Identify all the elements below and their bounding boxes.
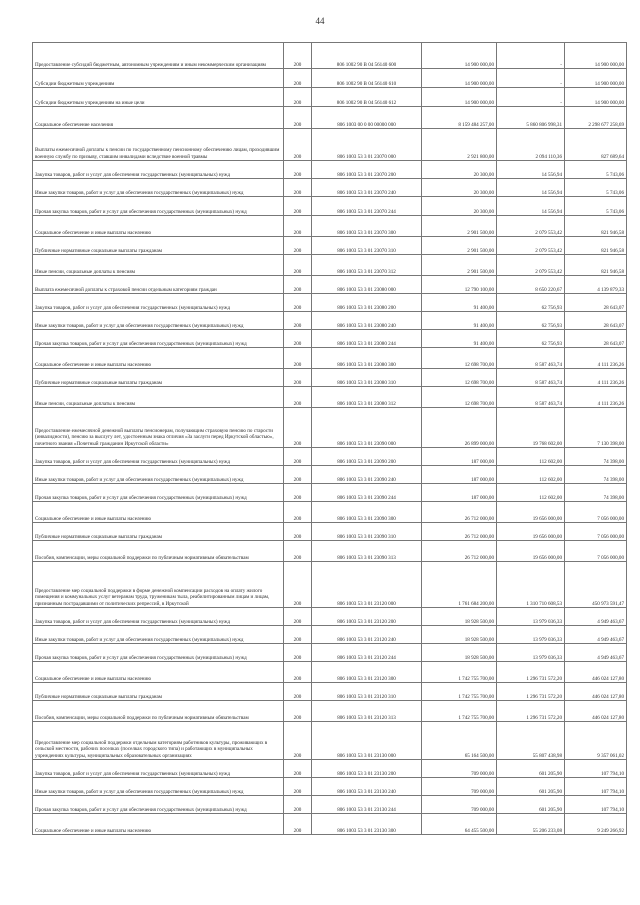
row-name: Закупка товаров, работ и услуг для обеспечения государственных (муниципальных) нужд bbox=[33, 760, 284, 778]
row-remaining: 74 398,00 bbox=[565, 484, 627, 502]
row-remaining: 446 024 127,80 bbox=[565, 701, 627, 722]
row-line-code: 200 bbox=[284, 294, 312, 312]
row-approved: 20 300,00 bbox=[422, 179, 497, 197]
row-remaining: 28 643,07 bbox=[565, 312, 627, 330]
table-row bbox=[33, 88, 627, 107]
row-line-code: 200 bbox=[284, 179, 312, 197]
row-line-code: 200 bbox=[284, 408, 312, 448]
row-budget-code: 806 1003 53 3 01 23130 244 bbox=[312, 796, 422, 814]
row-remaining: 4 111 236,26 bbox=[565, 369, 627, 387]
row-executed: 601 205,90 bbox=[497, 796, 565, 814]
row-approved: 26 712 000,00 bbox=[422, 523, 497, 541]
row-budget-code: 806 1003 53 3 01 23120 000 bbox=[312, 562, 422, 608]
row-executed: 1 296 731 572,20 bbox=[497, 662, 565, 683]
row-name: Прочая закупка товаров, работ и услуг для обеспечения государственных (муниципальных) нужд bbox=[33, 796, 284, 814]
row-remaining: 9 357 061,02 bbox=[565, 722, 627, 760]
table-row bbox=[33, 814, 627, 835]
row-budget-code: 806 1003 00 0 00 00000 000 bbox=[312, 107, 422, 129]
row-line-code: 200 bbox=[284, 760, 312, 778]
row-name: Закупка товаров, работ и услуг для обеспечения государственных (муниципальных) нужд bbox=[33, 608, 284, 626]
table-row bbox=[33, 312, 627, 330]
row-approved: 187 000,00 bbox=[422, 448, 497, 466]
table-row bbox=[33, 107, 627, 129]
row-remaining: 7 056 000,00 bbox=[565, 541, 627, 562]
row-approved: 65 164 500,00 bbox=[422, 722, 497, 760]
row-remaining: 4 949 463,67 bbox=[565, 608, 627, 626]
row-remaining: 446 024 127,80 bbox=[565, 683, 627, 701]
row-line-code: 200 bbox=[284, 722, 312, 760]
row-executed: 62 756,93 bbox=[497, 312, 565, 330]
row-executed: 601 205,90 bbox=[497, 778, 565, 796]
row-budget-code: 806 1003 53 3 01 23120 310 bbox=[312, 683, 422, 701]
row-name: Публичные нормативные социальные выплаты гражданам bbox=[33, 683, 284, 701]
row-executed: 112 602,00 bbox=[497, 448, 565, 466]
row-line-code: 200 bbox=[284, 778, 312, 796]
row-name: Выплата ежемесячной доплаты к страховой пенсии отдельным категориям граждан bbox=[33, 276, 284, 294]
row-line-code: 200 bbox=[284, 88, 312, 107]
table-row bbox=[33, 608, 627, 626]
row-name: Закупка товаров, работ и услуг для обеспечения государственных (муниципальных) нужд bbox=[33, 161, 284, 179]
table-row bbox=[33, 369, 627, 387]
row-name: Предоставление мер социальной поддержки отдельным категориям работников культуры, проживающих в сельской местности, рабочих поселках (поселках городского типа) и работающих в муниципальных учреждениях культуры, муниципальных образовательных организациях bbox=[33, 722, 284, 760]
row-name: Предоставление ежемесячной денежной выплаты пенсионерам, получающим страховую пенсию по старости (инвалидности), пенсию за выслугу лет, удостоенным знака отличия «За заслуги перед Иркутской областью», почетного звания «Почетный гражданин Иркутской области» bbox=[33, 408, 284, 448]
row-line-code: 200 bbox=[284, 523, 312, 541]
row-name: Иные пенсии, социальные доплаты к пенсиям bbox=[33, 387, 284, 408]
row-remaining: 5 743,06 bbox=[565, 197, 627, 216]
table-row bbox=[33, 294, 627, 312]
row-approved: 1 761 684 200,00 bbox=[422, 562, 497, 608]
row-budget-code: 806 1003 53 3 01 23130 300 bbox=[312, 814, 422, 835]
row-approved: 12 698 700,00 bbox=[422, 348, 497, 369]
row-line-code: 200 bbox=[284, 701, 312, 722]
row-executed: - bbox=[497, 69, 565, 88]
table-row bbox=[33, 701, 627, 722]
table-row bbox=[33, 43, 627, 69]
row-remaining: 28 643,07 bbox=[565, 330, 627, 348]
row-approved: 12 698 700,00 bbox=[422, 369, 497, 387]
row-line-code: 200 bbox=[284, 541, 312, 562]
row-line-code: 200 bbox=[284, 197, 312, 216]
row-remaining: 4 949 463,67 bbox=[565, 626, 627, 644]
table-row bbox=[33, 216, 627, 237]
row-line-code: 200 bbox=[284, 484, 312, 502]
table-row bbox=[33, 387, 627, 408]
row-approved: 12 790 100,00 bbox=[422, 276, 497, 294]
row-budget-code: 806 1003 53 3 01 23120 313 bbox=[312, 701, 422, 722]
row-approved: 2 901 500,00 bbox=[422, 216, 497, 237]
row-executed: 8 650 220,67 bbox=[497, 276, 565, 294]
row-budget-code: 806 1003 53 3 01 23080 310 bbox=[312, 369, 422, 387]
row-remaining: 2 298 677 258,69 bbox=[565, 107, 627, 129]
table-row bbox=[33, 197, 627, 216]
row-budget-code: 806 1003 53 3 01 23130 240 bbox=[312, 778, 422, 796]
row-name: Иные закупки товаров, работ и услуг для обеспечения государственных (муниципальных) нужд bbox=[33, 778, 284, 796]
row-budget-code: 806 1003 53 3 01 23090 310 bbox=[312, 523, 422, 541]
row-budget-code: 806 1002 90 В 04 56140 610 bbox=[312, 69, 422, 88]
row-approved: 64 455 500,00 bbox=[422, 814, 497, 835]
row-executed: 601 205,90 bbox=[497, 760, 565, 778]
row-executed: 13 979 036,33 bbox=[497, 608, 565, 626]
table-row bbox=[33, 541, 627, 562]
row-remaining: 4 139 879,33 bbox=[565, 276, 627, 294]
row-budget-code: 806 1003 53 3 01 23080 240 bbox=[312, 312, 422, 330]
row-line-code: 200 bbox=[284, 814, 312, 835]
row-executed: 2 079 553,42 bbox=[497, 255, 565, 276]
row-budget-code: 806 1002 90 В 04 56140 600 bbox=[312, 43, 422, 69]
row-remaining: 4 111 236,26 bbox=[565, 348, 627, 369]
row-executed: 62 756,93 bbox=[497, 330, 565, 348]
row-name: Выплаты ежемесячной доплаты к пенсии по государственному пенсионному обеспечению лицам, проходившим военную службу по призыву, ставшим инвалидами вследствие военной травмы bbox=[33, 129, 284, 161]
row-approved: 20 300,00 bbox=[422, 161, 497, 179]
row-remaining: 74 398,00 bbox=[565, 466, 627, 484]
row-budget-code: 806 1002 90 В 04 56140 612 bbox=[312, 88, 422, 107]
row-executed: 2 079 553,42 bbox=[497, 237, 565, 255]
row-approved: 187 000,00 bbox=[422, 466, 497, 484]
row-budget-code: 806 1003 53 3 01 23070 300 bbox=[312, 216, 422, 237]
row-approved: 709 000,00 bbox=[422, 760, 497, 778]
row-name: Закупка товаров, работ и услуг для обеспечения государственных (муниципальных) нужд bbox=[33, 448, 284, 466]
row-approved: 91 400,00 bbox=[422, 330, 497, 348]
row-remaining: 5 743,06 bbox=[565, 179, 627, 197]
row-name: Иные закупки товаров, работ и услуг для обеспечения государственных (муниципальных) нужд bbox=[33, 626, 284, 644]
row-line-code: 200 bbox=[284, 237, 312, 255]
row-name: Социальное обеспечение и иные выплаты населению bbox=[33, 662, 284, 683]
row-remaining: 5 743,06 bbox=[565, 161, 627, 179]
row-executed: 19 656 000,00 bbox=[497, 502, 565, 523]
row-line-code: 200 bbox=[284, 330, 312, 348]
row-executed: 19 656 000,00 bbox=[497, 541, 565, 562]
row-name: Публичные нормативные социальные выплаты гражданам bbox=[33, 237, 284, 255]
row-budget-code: 806 1003 53 3 01 23120 300 bbox=[312, 662, 422, 683]
table-row bbox=[33, 161, 627, 179]
row-approved: 18 928 500,00 bbox=[422, 608, 497, 626]
row-name: Предоставление мер социальной поддержки в форме денежной компенсации расходов на оплату жилого помещения и коммунальных услуг ветеранам труда, труженикам тыла, реабилитированным лицам и лицам, признанным пострадавшими от политических репрессий, в Иркутской bbox=[33, 562, 284, 608]
row-executed: 14 556,94 bbox=[497, 161, 565, 179]
row-remaining: 7 056 000,00 bbox=[565, 502, 627, 523]
row-name: Публичные нормативные социальные выплаты гражданам bbox=[33, 369, 284, 387]
row-line-code: 200 bbox=[284, 644, 312, 662]
table-row bbox=[33, 722, 627, 760]
row-budget-code: 806 1003 53 3 01 23080 300 bbox=[312, 348, 422, 369]
row-budget-code: 806 1003 53 3 01 23080 000 bbox=[312, 276, 422, 294]
row-approved: 709 000,00 bbox=[422, 796, 497, 814]
row-line-code: 200 bbox=[284, 276, 312, 294]
row-budget-code: 806 1003 53 3 01 23070 200 bbox=[312, 161, 422, 179]
row-approved: 2 901 500,00 bbox=[422, 237, 497, 255]
row-budget-code: 806 1003 53 3 01 23090 240 bbox=[312, 466, 422, 484]
row-remaining: 4 111 236,26 bbox=[565, 387, 627, 408]
table-row bbox=[33, 255, 627, 276]
row-line-code: 200 bbox=[284, 161, 312, 179]
row-approved: 91 400,00 bbox=[422, 294, 497, 312]
row-approved: 12 698 700,00 bbox=[422, 387, 497, 408]
table-row bbox=[33, 466, 627, 484]
row-approved: 18 928 500,00 bbox=[422, 626, 497, 644]
row-approved: 2 921 800,00 bbox=[422, 129, 497, 161]
row-line-code: 200 bbox=[284, 683, 312, 701]
row-budget-code: 806 1003 53 3 01 23070 000 bbox=[312, 129, 422, 161]
row-approved: 91 400,00 bbox=[422, 312, 497, 330]
table-row bbox=[33, 644, 627, 662]
row-name: Прочая закупка товаров, работ и услуг для обеспечения государственных (муниципальных) нужд bbox=[33, 644, 284, 662]
row-executed: 62 756,93 bbox=[497, 294, 565, 312]
row-executed: 13 979 036,33 bbox=[497, 626, 565, 644]
table-row bbox=[33, 662, 627, 683]
row-approved: 8 159 484 257,00 bbox=[422, 107, 497, 129]
row-line-code: 200 bbox=[284, 369, 312, 387]
row-remaining: 446 024 127,80 bbox=[565, 662, 627, 683]
row-name: Субсидии бюджетным учреждениям на иные цели bbox=[33, 88, 284, 107]
row-name: Социальное обеспечение и иные выплаты населению bbox=[33, 348, 284, 369]
row-executed: 19 656 000,00 bbox=[497, 523, 565, 541]
row-budget-code: 806 1003 53 3 01 23070 310 bbox=[312, 237, 422, 255]
row-name: Социальное обеспечение и иные выплаты населению bbox=[33, 216, 284, 237]
row-budget-code: 806 1003 53 3 01 23080 200 bbox=[312, 294, 422, 312]
row-remaining: 821 946,58 bbox=[565, 255, 627, 276]
row-name: Иные закупки товаров, работ и услуг для обеспечения государственных (муниципальных) нужд bbox=[33, 312, 284, 330]
row-name: Социальное обеспечение населения bbox=[33, 107, 284, 129]
row-executed: 8 587 463,74 bbox=[497, 369, 565, 387]
row-name: Иные закупки товаров, работ и услуг для обеспечения государственных (муниципальных) нужд bbox=[33, 466, 284, 484]
table-row bbox=[33, 276, 627, 294]
row-budget-code: 806 1003 53 3 01 23090 200 bbox=[312, 448, 422, 466]
row-approved: 1 742 755 700,00 bbox=[422, 701, 497, 722]
row-line-code: 200 bbox=[284, 608, 312, 626]
budget-execution-table bbox=[32, 42, 627, 835]
table-row bbox=[33, 626, 627, 644]
row-line-code: 200 bbox=[284, 626, 312, 644]
row-line-code: 200 bbox=[284, 216, 312, 237]
row-budget-code: 806 1003 53 3 01 23130 200 bbox=[312, 760, 422, 778]
table-row bbox=[33, 484, 627, 502]
row-approved: 1 742 755 700,00 bbox=[422, 683, 497, 701]
row-remaining: 821 946,58 bbox=[565, 216, 627, 237]
row-executed: 55 807 438,98 bbox=[497, 722, 565, 760]
row-approved: 187 000,00 bbox=[422, 484, 497, 502]
table-row bbox=[33, 778, 627, 796]
row-remaining: 14 900 000,00 bbox=[565, 69, 627, 88]
row-name: Прочая закупка товаров, работ и услуг для обеспечения государственных (муниципальных) нужд bbox=[33, 197, 284, 216]
row-executed: 8 587 463,74 bbox=[497, 348, 565, 369]
row-executed: 8 587 463,74 bbox=[497, 387, 565, 408]
row-line-code: 200 bbox=[284, 466, 312, 484]
row-name: Пособия, компенсации, меры социальной поддержки по публичным нормативным обязательствам bbox=[33, 541, 284, 562]
table-row bbox=[33, 760, 627, 778]
row-approved: 18 928 500,00 bbox=[422, 644, 497, 662]
row-budget-code: 806 1003 53 3 01 23080 244 bbox=[312, 330, 422, 348]
table-row bbox=[33, 523, 627, 541]
row-budget-code: 806 1003 53 3 01 23070 240 bbox=[312, 179, 422, 197]
row-executed: 19 768 602,00 bbox=[497, 408, 565, 448]
table-row bbox=[33, 348, 627, 369]
row-remaining: 821 946,58 bbox=[565, 237, 627, 255]
row-approved: 26 899 000,00 bbox=[422, 408, 497, 448]
row-budget-code: 806 1003 53 3 01 23120 240 bbox=[312, 626, 422, 644]
row-executed: 1 296 731 572,20 bbox=[497, 701, 565, 722]
row-approved: 14 900 000,00 bbox=[422, 43, 497, 69]
table-row bbox=[33, 237, 627, 255]
row-line-code: 200 bbox=[284, 448, 312, 466]
row-line-code: 200 bbox=[284, 348, 312, 369]
row-line-code: 200 bbox=[284, 43, 312, 69]
row-approved: 26 712 000,00 bbox=[422, 502, 497, 523]
row-remaining: 9 249 266,92 bbox=[565, 814, 627, 835]
row-executed: 5 860 806 998,31 bbox=[497, 107, 565, 129]
row-approved: 14 900 000,00 bbox=[422, 88, 497, 107]
row-name: Публичные нормативные социальные выплаты гражданам bbox=[33, 523, 284, 541]
row-budget-code: 806 1003 53 3 01 23090 000 bbox=[312, 408, 422, 448]
row-name: Иные пенсии, социальные доплаты к пенсиям bbox=[33, 255, 284, 276]
row-budget-code: 806 1003 53 3 01 23070 244 bbox=[312, 197, 422, 216]
row-remaining: 74 398,00 bbox=[565, 448, 627, 466]
row-remaining: 827 689,64 bbox=[565, 129, 627, 161]
row-executed: 2 094 110,36 bbox=[497, 129, 565, 161]
table-row bbox=[33, 796, 627, 814]
row-approved: 1 742 755 700,00 bbox=[422, 662, 497, 683]
row-line-code: 200 bbox=[284, 662, 312, 683]
row-executed: 55 206 233,08 bbox=[497, 814, 565, 835]
row-budget-code: 806 1003 53 3 01 23090 313 bbox=[312, 541, 422, 562]
table-row bbox=[33, 330, 627, 348]
table-row bbox=[33, 69, 627, 88]
row-approved: 709 000,00 bbox=[422, 778, 497, 796]
row-name: Прочая закупка товаров, работ и услуг для обеспечения государственных (муниципальных) нужд bbox=[33, 330, 284, 348]
row-approved: 2 901 500,00 bbox=[422, 255, 497, 276]
row-line-code: 200 bbox=[284, 562, 312, 608]
row-remaining: 14 900 000,00 bbox=[565, 43, 627, 69]
row-remaining: 107 794,10 bbox=[565, 796, 627, 814]
row-approved: 26 712 000,00 bbox=[422, 541, 497, 562]
row-executed: 14 556,94 bbox=[497, 179, 565, 197]
row-executed: 14 556,94 bbox=[497, 197, 565, 216]
page-number: 44 bbox=[315, 16, 325, 26]
row-budget-code: 806 1003 53 3 01 23070 312 bbox=[312, 255, 422, 276]
row-budget-code: 806 1003 53 3 01 23080 312 bbox=[312, 387, 422, 408]
table-body bbox=[33, 43, 627, 835]
row-name: Иные закупки товаров, работ и услуг для обеспечения государственных (муниципальных) нужд bbox=[33, 179, 284, 197]
row-name: Социальное обеспечение и иные выплаты населению bbox=[33, 502, 284, 523]
table-row bbox=[33, 683, 627, 701]
row-approved: 14 900 000,00 bbox=[422, 69, 497, 88]
table-row bbox=[33, 129, 627, 161]
row-executed: - bbox=[497, 88, 565, 107]
row-budget-code: 806 1003 53 3 01 23120 200 bbox=[312, 608, 422, 626]
row-remaining: 107 794,10 bbox=[565, 778, 627, 796]
row-executed: 112 602,00 bbox=[497, 484, 565, 502]
row-name: Закупка товаров, работ и услуг для обеспечения государственных (муниципальных) нужд bbox=[33, 294, 284, 312]
table-row bbox=[33, 502, 627, 523]
row-budget-code: 806 1003 53 3 01 23130 000 bbox=[312, 722, 422, 760]
row-executed: 2 079 553,42 bbox=[497, 216, 565, 237]
row-approved: 20 300,00 bbox=[422, 197, 497, 216]
row-remaining: 107 794,10 bbox=[565, 760, 627, 778]
row-remaining: 7 056 000,00 bbox=[565, 523, 627, 541]
row-line-code: 200 bbox=[284, 796, 312, 814]
row-name: Пособия, компенсации, меры социальной поддержки по публичным нормативным обязательствам bbox=[33, 701, 284, 722]
row-remaining: 450 973 591,47 bbox=[565, 562, 627, 608]
table-row bbox=[33, 179, 627, 197]
row-name: Предоставление субсидий бюджетным, автономным учреждениям и иным некоммерческим организациям bbox=[33, 43, 284, 69]
row-executed: 112 602,00 bbox=[497, 466, 565, 484]
row-remaining: 28 643,07 bbox=[565, 294, 627, 312]
row-name: Социальное обеспечение и иные выплаты населению bbox=[33, 814, 284, 835]
row-executed: 1 310 710 608,53 bbox=[497, 562, 565, 608]
row-name: Субсидии бюджетным учреждениям bbox=[33, 69, 284, 88]
row-line-code: 200 bbox=[284, 502, 312, 523]
table-row bbox=[33, 448, 627, 466]
row-line-code: 200 bbox=[284, 255, 312, 276]
table-row bbox=[33, 562, 627, 608]
row-line-code: 200 bbox=[284, 69, 312, 88]
table-row bbox=[33, 408, 627, 448]
row-executed: 13 979 036,33 bbox=[497, 644, 565, 662]
row-executed: 1 296 731 572,20 bbox=[497, 683, 565, 701]
row-executed: - bbox=[497, 43, 565, 69]
row-remaining: 4 949 463,67 bbox=[565, 644, 627, 662]
row-remaining: 7 130 398,00 bbox=[565, 408, 627, 448]
row-budget-code: 806 1003 53 3 01 23090 244 bbox=[312, 484, 422, 502]
row-budget-code: 806 1003 53 3 01 23120 244 bbox=[312, 644, 422, 662]
row-line-code: 200 bbox=[284, 387, 312, 408]
row-budget-code: 806 1003 53 3 01 23090 300 bbox=[312, 502, 422, 523]
row-line-code: 200 bbox=[284, 129, 312, 161]
row-line-code: 200 bbox=[284, 107, 312, 129]
row-remaining: 14 900 000,00 bbox=[565, 88, 627, 107]
row-name: Прочая закупка товаров, работ и услуг для обеспечения государственных (муниципальных) нужд bbox=[33, 484, 284, 502]
row-line-code: 200 bbox=[284, 312, 312, 330]
